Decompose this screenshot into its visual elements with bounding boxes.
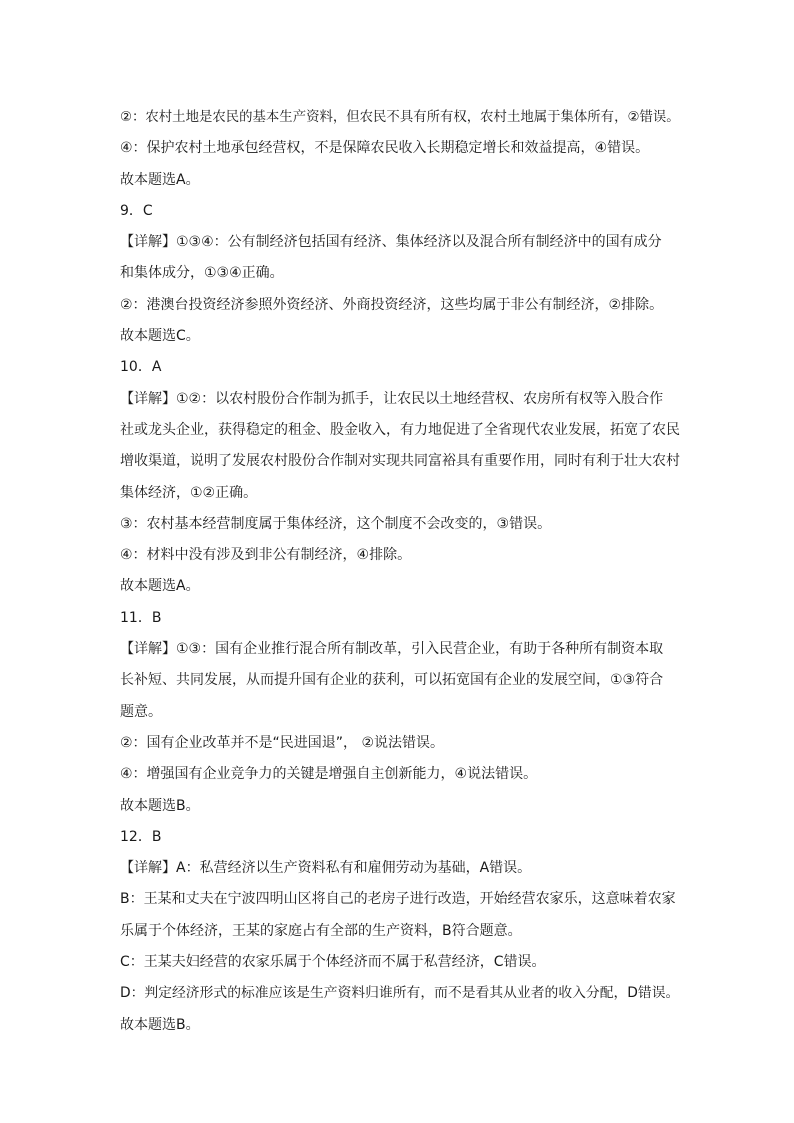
text-line: 【详解】①③：国有企业推行混合所有制改革，引入民营企业，有助于各种所有制资本取 bbox=[120, 641, 664, 658]
text-line: 【详解】①③④：公有制经济包括国有经济、集体经济以及混合所有制经济中的国有成分 bbox=[120, 234, 662, 251]
text-line: 故本题选C。 bbox=[120, 328, 200, 345]
text-line: 乐属于个体经济，王某的家庭占有全部的生产资料，B符合题意。 bbox=[120, 922, 522, 939]
question-number: 9．C bbox=[120, 202, 153, 219]
text-line: 【详解】①②：以农村股份合作制为抓手，让农民以土地经营权、农房所有权等入股合作 bbox=[120, 390, 664, 407]
text-line: ④：材料中没有涉及到非公有制经济，④排除。 bbox=[120, 547, 412, 564]
text-line: C：王某夫妇经营的农家乐属于个体经济而不属于私营经济，C错误。 bbox=[120, 954, 546, 971]
text-line: 增收渠道，说明了发展农村股份合作制对实现共同富裕具有重要作用，同时有利于壮大农村 bbox=[120, 453, 680, 470]
text-line: ②：国有企业改革并不是“民进国退”， ②说法错误。 bbox=[120, 734, 445, 751]
text-line: ②：港澳台投资经济参照外资经济、外商投资经济，这些均属于非公有制经济，②排除。 bbox=[120, 296, 664, 313]
text-line: ②：农村土地是农民的基本生产资料，但农民不具有所有权，农村土地属于集体所有，②错误。 bbox=[120, 110, 680, 125]
question-number: 12．B bbox=[120, 828, 162, 845]
text-line: ③：农村基本经营制度属于集体经济，这个制度不会改变的，③错误。 bbox=[120, 515, 552, 532]
text-line: 长补短、共同发展，从而提升国有企业的获利，可以拓宽国有企业的发展空间，①③符合 bbox=[120, 672, 664, 689]
question-number: 10．A bbox=[120, 359, 162, 376]
text-line: 故本题选B。 bbox=[120, 797, 200, 814]
text-line: 【详解】A：私营经济以生产资料私有和雇佣劳动为基础，A错误。 bbox=[120, 860, 532, 877]
text-line: 故本题选A。 bbox=[120, 171, 200, 188]
text-line: 故本题选B。 bbox=[120, 1016, 200, 1033]
text-line: 故本题选A。 bbox=[120, 578, 200, 595]
document-body bbox=[120, 102, 680, 1041]
question-number: 11．B bbox=[120, 609, 162, 626]
text-line: B：王某和丈夫在宁波四明山区将自己的老房子进行改造，开始经营农家乐，这意味着农家 bbox=[120, 891, 676, 908]
text-line: D：判定经济形式的标准应该是生产资料归谁所有，而不是看其从业者的收入分配，D错误。 bbox=[120, 985, 680, 1002]
text-line: ④：增强国有企业竞争力的关键是增强自主创新能力，④说法错误。 bbox=[120, 766, 538, 783]
text-line: 和集体成分，①③④正确。 bbox=[120, 265, 284, 282]
text-line: 社或龙头企业，获得稳定的租金、股金收入，有力地促进了全省现代农业发展，拓宽了农民 bbox=[120, 421, 680, 438]
text-line: 题意。 bbox=[120, 703, 162, 720]
text-line: ④：保护农村土地承包经营权，不是保障农民收入长期稳定增长和效益提高，④错误。 bbox=[120, 140, 650, 157]
text-line: 集体经济，①②正确。 bbox=[120, 484, 258, 501]
